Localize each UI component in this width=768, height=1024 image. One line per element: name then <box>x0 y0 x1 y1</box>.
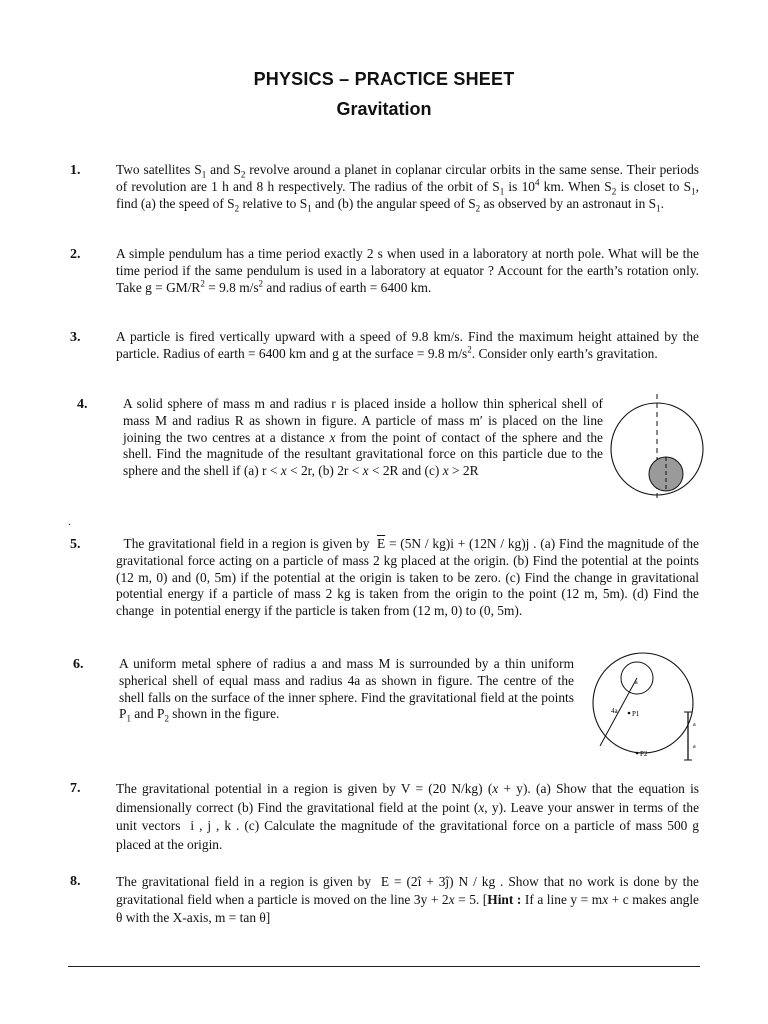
figure-sphere-and-shell <box>585 650 705 765</box>
question-text: A simple pendulum has a time period exactly 2 s when used in a laboratory at north pole. What will be the time period if the same pendulum is used in a laboratory at equator ? Account for the earth’s rotation only. Take $g = GM/R^2 = 9.8$ $m/s^2$ and radius of earth = 6400 km. <box>116 246 699 295</box>
question-number: 8. <box>70 874 81 889</box>
footer-rule <box>68 966 700 967</box>
svg-text:a: a <box>635 680 638 686</box>
page-subtitle: Gravitation <box>336 99 432 119</box>
question-number: 2. <box>70 247 81 262</box>
question-text: A particle is fired vertically upward with a speed of 9.8 km/s. Find the maximum height attained by the particle. Radius of earth = 6400 km and g at the surface = 9.8 $m/s^2$. Consider only earth’s gravitation. <box>116 329 699 361</box>
point-p2-label: P2 <box>640 750 648 758</box>
question-text: Two satellites $S_1$ and $S_2$ revolve around a planet in coplanar circular orbits in the same sense. Their periods of revolution are 1 h and 8 h respectively. The radius of the orbit of $S_1$ is $10^4$ km. When $S_2$ is closet to $S_1$, find (a) the speed of $S_2$ relative to $S_1$ and (b) the angular speed of $S_2$ as observed by an astronaut in $S_1$. <box>116 162 699 214</box>
question-number: 3. <box>70 330 81 345</box>
point-p1-label: P1 <box>632 710 640 718</box>
question-number: 6. <box>73 657 84 672</box>
question-text: A solid sphere of mass m and radius r is placed inside a hollow thin spherical shell of mass M and radius R as shown in figure. A particle of mass m′ is placed on the line joining the two centres at a distance x from the point of contact of the sphere and the shell. Find the magnitude of the resultant gravitational force on this particle due to the sphere and the shell if (a) r < x < 2r, (b) 2r < x < 2R and (c) x > 2R <box>123 396 603 479</box>
svg-text:a: a <box>693 744 696 750</box>
question-text: The gravitational field in a region is given by E = (2î + 3ĵ) N / kg . Show that no work is done by the gravitational field when a particle is moved on the line 3y + 2x = 5. [Hint : If a line y = mx + c makes angle θ with the X-axis, m = tan θ] <box>116 874 700 925</box>
question-text: A uniform metal sphere of radius a and mass M is surrounded by a thin uniform spherical shell of equal mass and radius 4a as shown in figure. The centre of the shell falls on the surface of the inner sphere. Find the gravitational field at the points $P_1$ and $P_2$ shown in the figure. <box>119 656 574 725</box>
question-text: The gravitational potential in a region is given by V = (20 N/kg) (x + y). (a) Show that the equation is dimensionally correct (b) Find the gravitational field at the point (x, y). Leave your answer in terms of the unit vectors i , j , k . (c) Calculate the magnitude of the gravitational force on a particle of mass 500 g placed at the origin. <box>116 781 700 852</box>
question-number: 4. <box>77 397 88 412</box>
question-number: 7. <box>70 781 81 796</box>
question-number: 1. <box>70 163 81 178</box>
question-number: 5. <box>70 537 81 552</box>
page-title: PHYSICS – PRACTICE SHEET <box>253 69 515 89</box>
figure-sphere-in-shell <box>610 392 710 504</box>
svg-text:a: a <box>693 722 696 728</box>
question-text: The gravitational field in a region is given by $\overline{E} = (5N / kg)i + (12N / kg)j$ . (a) Find the magnitude of the gravitational force acting on a particle of mass 2 kg placed at the origin. (b) Find the potential at the points (12 m, 0) and (0, 5m) if the potential at the origin is taken to be zero. (c) Find the change in gravitational potential energy if a particle of mass 2 kg is taken from the origin to the point (12 m, 5m). (d) Find the change in potential energy if the particle is taken from (12 m, 0) to (0, 5m). <box>116 536 699 619</box>
svg-text:4a: 4a <box>611 707 618 715</box>
stray-mark: . <box>68 514 71 528</box>
